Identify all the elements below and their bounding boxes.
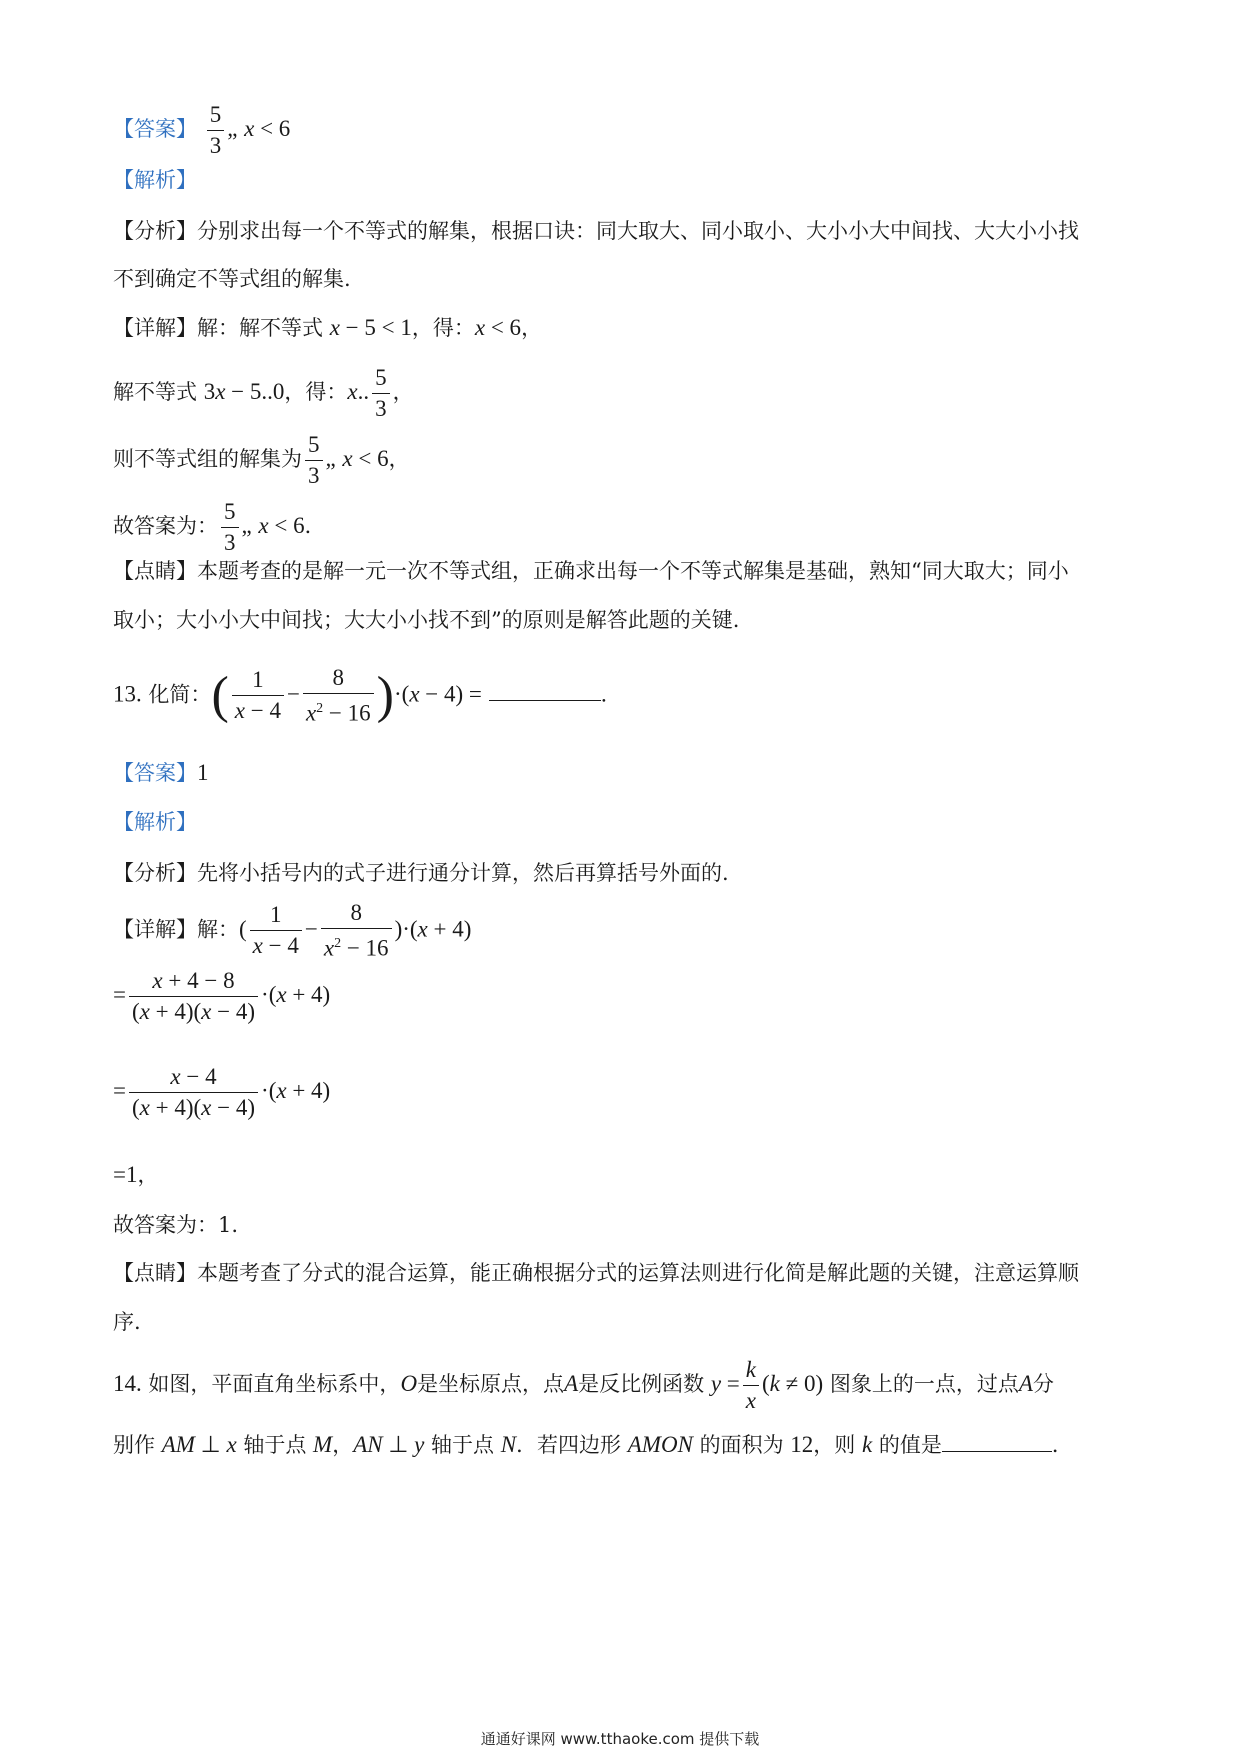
q12-detail-line3: 则不等式组的解集为 $\frac{5}{3}$ „ x < 6， (113, 432, 410, 488)
answer-tag: 【答案】 (113, 117, 197, 141)
q12-dianjing-line1 (113, 556, 1069, 586)
q12-fenxi-text1: 分别求出每一个不等式的解集，根据口诀：同大取大、同小取小、大小小大中间找、大大小小找 (197, 219, 1079, 243)
q12-dianjing-text1: 本题考查的是解一元一次不等式组，正确求出每一个不等式解集是基础，熟知“同大取大；同小 (197, 559, 1069, 583)
answer-tag: 【答案】 (113, 761, 197, 785)
analysis-tag: 【解析】 (113, 810, 197, 834)
q12-fenxi-line2: 不到确定不等式组的解集. (113, 267, 351, 291)
q12-detail-line1: 【详解】解：解不等式 x − 5 < 1，得：x < 6， (113, 315, 543, 340)
q14-answer-blank (942, 1451, 1052, 1452)
q13-fenxi (113, 858, 729, 888)
q12-dianjing-line2: 取小；大小小大中间找；大大小小找不到”的原则是解答此题的关键. (113, 608, 740, 632)
q12-answer-row (113, 102, 290, 159)
q13-dianjing-text1: 本题考查了分式的混合运算，能正确根据分式的运算法则进行化简是解此题的关键，注意运算顺 (197, 1261, 1079, 1285)
detail-tag: 【详解】 (113, 917, 197, 942)
q13-analysis-row (113, 807, 197, 837)
dianjing-tag: 【点睛】 (113, 559, 197, 583)
detail-tag: 【详解】 (113, 316, 197, 340)
q13-detail-line5: 故答案为：1. (113, 1213, 239, 1237)
q13-detail-line2: = $\frac{x + 4 - 8}{(x + 4)(x - 4)}$ ·(x + 4) (113, 968, 331, 1024)
q12-answer-math: $\frac{5}{3}$ „ x < 6 (204, 117, 291, 141)
q13-detail-line1: 【详解】解：( $\frac{1}{x - 4}$ − $\frac{8}{x^2 - 16}$ )·(x + 4) (113, 900, 472, 961)
q13-stem: 13. 化简：( $\frac{1}{x - 4}$ − $\frac{8}{x^2 - 16}$ )·(x − 4) = ． (113, 665, 622, 726)
q14-line2: 别作 AM ⊥ x 轴于点 M，AN ⊥ y 轴于点 N．若四边形 AMON 的面积为 12，则 k 的值是 ． (113, 1432, 1073, 1457)
q12-detail-line2: 解不等式 3x − 5..0，得：x.. $\frac{5}{3}$ ， (113, 365, 414, 421)
q12-analysis-row (113, 165, 197, 195)
q13-answer-row (113, 758, 209, 788)
q13-dianjing-line2: 序. (113, 1310, 141, 1334)
dianjing-tag: 【点睛】 (113, 1261, 197, 1285)
q12-detail-line4: 故答案为： $\frac{5}{3}$ „ x < 6． (113, 499, 326, 555)
q13-detail-line4: =1， (113, 1162, 159, 1187)
q13-dianjing-line1 (113, 1258, 1079, 1288)
analysis-tag: 【解析】 (113, 168, 197, 192)
page-footer: 通通好课网 www.tthaoke.com 提供下载 (480, 1730, 760, 1748)
q13-fenxi-text: 先将小括号内的式子进行通分计算，然后再算括号外面的. (197, 861, 729, 885)
q13-answer-blank (489, 700, 601, 701)
q12-fenxi-line1 (113, 216, 1079, 246)
fenxi-tag: 【分析】 (113, 219, 197, 243)
q13-answer-value: 1 (197, 760, 209, 785)
fenxi-tag: 【分析】 (113, 861, 197, 885)
q14-line1: 14. 如图，平面直角坐标系中，O是坐标原点，点A是反比例函数 y = $\frac{k}{x}$ (k ≠ 0) 图象上的一点，过点A分 (113, 1357, 1054, 1413)
q13-detail-line3: = $\frac{x - 4}{(x + 4)(x - 4)}$ ·(x + 4) (113, 1064, 331, 1120)
